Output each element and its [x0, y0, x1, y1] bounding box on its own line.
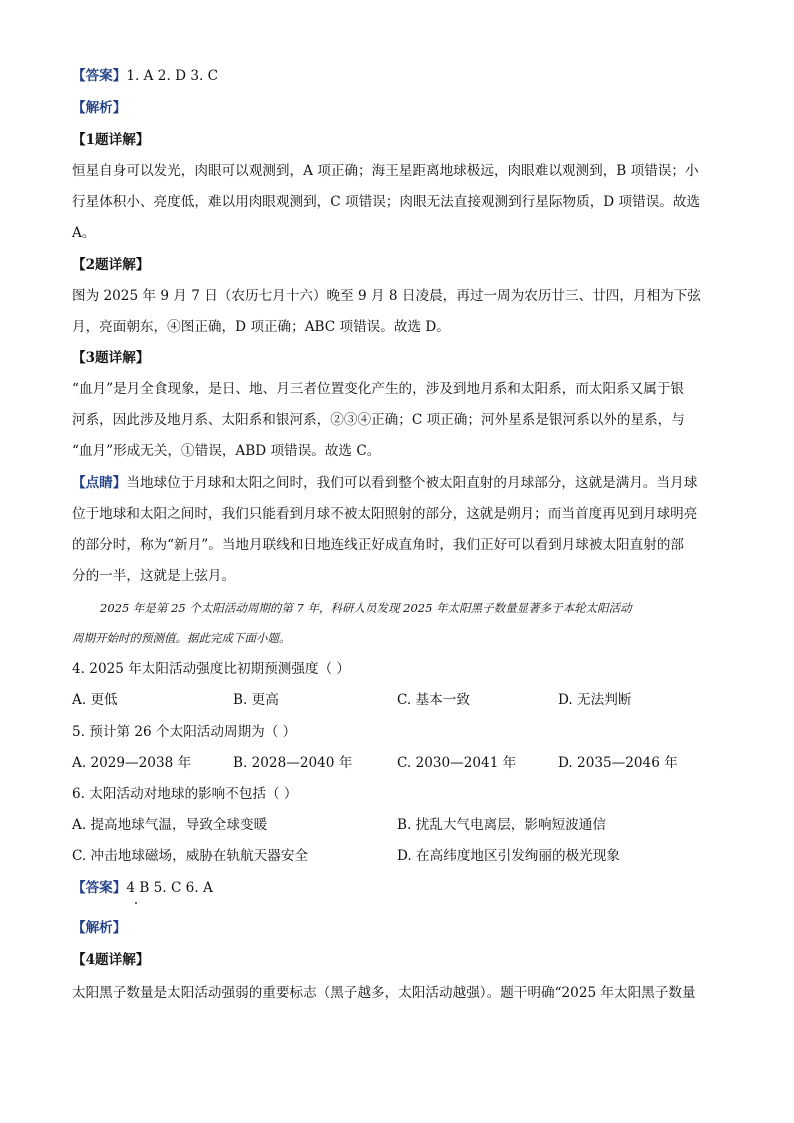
q4-detail-heading: 【4题详解】 — [72, 952, 150, 968]
tip-line: 位于地球和太阳之间时，我们只能看到月球不被太阳照射的部分，这就是朔月；而当首度再见到月球明亮 — [72, 506, 698, 522]
answer-line-1 — [72, 66, 722, 86]
q3-detail-line: “血月”是月全食现象，是日、地、月三者位置变化产生的，涉及到地月系和太阳系，而太阳系又属于银 — [72, 381, 685, 397]
analysis-label: 解析 — [85, 100, 113, 116]
analysis-heading-1: 【解析】 — [72, 100, 127, 116]
q1-detail-line: 恒星自身可以发光，肉眼可以观测到，A 项正确；海王星距离地球极远，肉眼难以观测到，B 项错误；小 — [72, 163, 699, 179]
answer-label: 【答案】 — [72, 880, 127, 896]
q4-detail-line: 太阳黑子数量是太阳活动强弱的重要标志（黑子越多，太阳活动越强）。题干明确“2025 年太阳黑子数量 — [72, 985, 696, 1001]
tip-line: 的部分时，称为“新月”。当地月联线和日地连线正好成直角时，我们正好可以看到月球被太阳直射的部 — [72, 537, 685, 553]
analysis-label: 解析 — [85, 920, 113, 936]
q4-stem: 4. 2025 年太阳活动强度比初期预测强度（ ） — [72, 661, 351, 677]
q5-stem: 5. 预计第 26 个太阳活动周期为（ ） — [72, 724, 297, 740]
material-line: 周期开始时的预测值。据此完成下面小题。 — [72, 631, 291, 645]
stray-dot — [135, 902, 137, 904]
q6-option-c: C. 冲击地球磁场，威胁在轨航天器安全 — [72, 848, 309, 864]
answer-label: 【答案】 — [72, 68, 127, 84]
q1-detail-line: A。 — [72, 225, 96, 241]
q5-option-c: C. 2030—2041 年 — [397, 755, 517, 771]
q4-option-b: B. 更高 — [233, 692, 279, 708]
q3-detail-line: 河系，因此涉及地月系、太阳系和银河系，②③④正确；C 项正确；河外星系是银河系以外的星系，与 — [72, 412, 685, 428]
material-line: 2025 年是第 25 个太阳活动周期的第 7 年，科研人员发现 2025 年太阳黑子数量显著多于本轮太阳活动 — [100, 601, 632, 615]
q3-detail-heading: 【3题详解】 — [72, 350, 150, 366]
q2-detail-line: 图为 2025 年 9 月 7 日（农历七月十六）晚至 9 月 8 日凌晨，再过一周为农历廿三、廿四，月相为下弦 — [72, 288, 701, 304]
analysis-heading-2: 【解析】 — [72, 920, 127, 936]
tip-line-1 — [72, 473, 722, 493]
q1-detail-line: 行星体积小、亮度低，难以用肉眼观测到，C 项错误；肉眼无法直接观测到行星际物质，D 项错误。故选 — [72, 194, 701, 210]
q5-option-a: A. 2029—2038 年 — [72, 755, 192, 771]
q4-option-d: D. 无法判断 — [558, 692, 632, 708]
q6-option-d: D. 在高纬度地区引发绚丽的极光现象 — [397, 848, 620, 864]
q3-detail-line: “血月”形成无关，①错误，ABD 项错误。故选 C。 — [72, 443, 381, 459]
q5-option-d: D. 2035—2046 年 — [558, 755, 678, 771]
q6-option-b: B. 扰乱大气电离层，影响短波通信 — [397, 817, 606, 833]
q6-option-a: A. 提高地球气温，导致全球变暖 — [72, 817, 268, 833]
q2-detail-heading: 【2题详解】 — [72, 257, 150, 273]
q1-detail-heading: 【1题详解】 — [72, 132, 150, 148]
tip-label: 【点睛】 — [72, 475, 127, 491]
q6-stem: 6. 太阳活动对地球的影响不包括（ ） — [72, 786, 298, 802]
q2-detail-line: 月，亮面朝东，④图正确，D 项正确；ABC 项错误。故选 D。 — [72, 319, 450, 335]
q4-option-a: A. 更低 — [72, 692, 118, 708]
answer-text: 4 B 5. C 6. A — [126, 880, 213, 896]
q4-option-c: C. 基本一致 — [397, 692, 470, 708]
tip-text: 当地球位于月球和太阳之间时，我们可以看到整个被太阳直射的月球部分，这就是满月。当月球 — [126, 475, 698, 491]
answer-line-2 — [72, 878, 722, 898]
answer-text: 1. A 2. D 3. C — [126, 68, 219, 84]
q5-option-b: B. 2028—2040 年 — [233, 755, 353, 771]
tip-line: 分的一半，这就是上弦月。 — [72, 568, 236, 584]
